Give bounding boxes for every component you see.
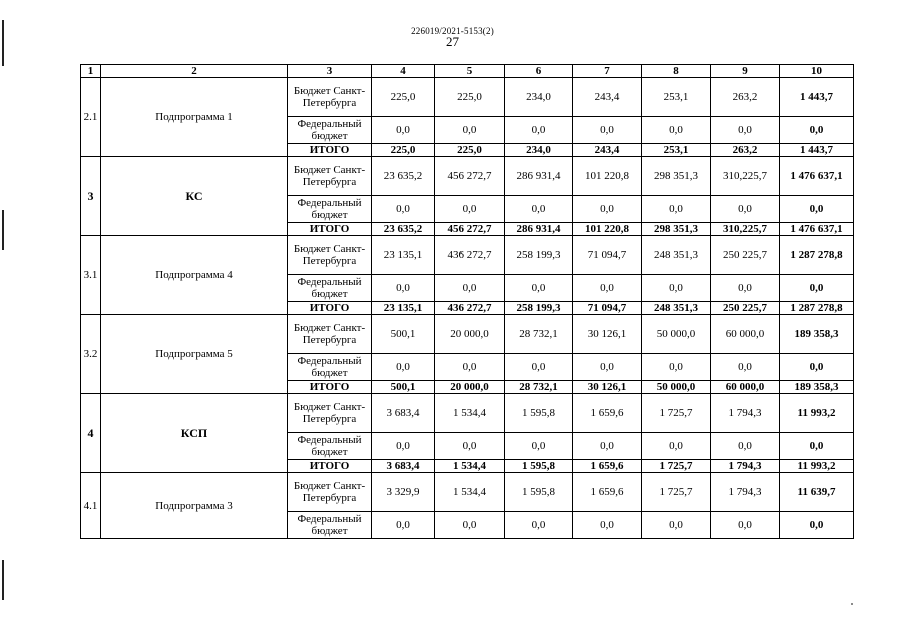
total-cell: 1 476 637,1 [780, 157, 854, 196]
funding-source: Бюджет Санкт-Петербурга [288, 78, 372, 117]
row-number: 3.1 [81, 236, 101, 315]
total-cell: 11 639,7 [780, 473, 854, 512]
total-cell: 0,0 [780, 354, 854, 381]
value-cell: 0,0 [573, 117, 642, 144]
row-number: 4.1 [81, 473, 101, 539]
value-cell: 1 595,8 [505, 460, 573, 473]
value-cell: 253,1 [642, 78, 711, 117]
total-cell: 0,0 [780, 196, 854, 223]
funding-source: Бюджет Санкт-Петербурга [288, 394, 372, 433]
value-cell: 71 094,7 [573, 302, 642, 315]
program-name: КС [101, 157, 288, 236]
value-cell: 1 534,4 [435, 394, 505, 433]
value-cell: 0,0 [642, 354, 711, 381]
funding-source: Бюджет Санкт-Петербурга [288, 473, 372, 512]
total-label: ИТОГО [288, 460, 372, 473]
funding-source: Федеральный бюджет [288, 433, 372, 460]
value-cell: 0,0 [435, 433, 505, 460]
value-cell: 0,0 [642, 512, 711, 539]
value-cell: 23 635,2 [372, 157, 435, 196]
value-cell: 456 272,7 [435, 223, 505, 236]
value-cell: 0,0 [372, 196, 435, 223]
value-cell: 0,0 [711, 275, 780, 302]
row-number: 3.2 [81, 315, 101, 394]
column-header-1: 1 [81, 65, 101, 78]
value-cell: 1 725,7 [642, 473, 711, 512]
scan-speck [851, 603, 853, 605]
value-cell: 0,0 [372, 512, 435, 539]
value-cell: 0,0 [573, 196, 642, 223]
value-cell: 50 000,0 [642, 381, 711, 394]
page-number: 27 [446, 34, 459, 49]
value-cell: 0,0 [573, 433, 642, 460]
value-cell: 0,0 [573, 354, 642, 381]
value-cell: 0,0 [505, 433, 573, 460]
total-cell: 0,0 [780, 433, 854, 460]
value-cell: 1 725,7 [642, 460, 711, 473]
value-cell: 0,0 [435, 196, 505, 223]
value-cell: 225,0 [372, 78, 435, 117]
value-cell: 0,0 [505, 512, 573, 539]
value-cell: 0,0 [642, 196, 711, 223]
value-cell: 258 199,3 [505, 236, 573, 275]
column-header-3: 3 [288, 65, 372, 78]
value-cell: 0,0 [372, 433, 435, 460]
column-header-4: 4 [372, 65, 435, 78]
value-cell: 1 595,8 [505, 473, 573, 512]
value-cell: 250 225,7 [711, 302, 780, 315]
value-cell: 0,0 [372, 354, 435, 381]
value-cell: 1 794,3 [711, 473, 780, 512]
value-cell: 225,0 [435, 78, 505, 117]
table-row [81, 315, 854, 354]
column-header-5: 5 [435, 65, 505, 78]
row-number: 2.1 [81, 78, 101, 157]
funding-source: Федеральный бюджет [288, 512, 372, 539]
value-cell: 0,0 [505, 354, 573, 381]
total-label: ИТОГО [288, 381, 372, 394]
value-cell: 500,1 [372, 381, 435, 394]
row-number: 4 [81, 394, 101, 473]
value-cell: 436 272,7 [435, 302, 505, 315]
column-header-2: 2 [101, 65, 288, 78]
funding-source: Бюджет Санкт-Петербурга [288, 315, 372, 354]
program-name: Подпрограмма 5 [101, 315, 288, 394]
total-cell: 1 443,7 [780, 144, 854, 157]
value-cell: 0,0 [505, 275, 573, 302]
value-cell: 1 659,6 [573, 473, 642, 512]
header-row [81, 65, 854, 78]
value-cell: 298 351,3 [642, 223, 711, 236]
table-row [81, 236, 854, 275]
value-cell: 28 732,1 [505, 315, 573, 354]
value-cell: 500,1 [372, 315, 435, 354]
value-cell: 28 732,1 [505, 381, 573, 394]
value-cell: 0,0 [711, 196, 780, 223]
value-cell: 0,0 [372, 275, 435, 302]
column-header-8: 8 [642, 65, 711, 78]
value-cell: 23 135,1 [372, 302, 435, 315]
value-cell: 0,0 [711, 354, 780, 381]
value-cell: 0,0 [573, 512, 642, 539]
value-cell: 225,0 [435, 144, 505, 157]
value-cell: 250 225,7 [711, 236, 780, 275]
value-cell: 263,2 [711, 144, 780, 157]
value-cell: 1 595,8 [505, 394, 573, 433]
value-cell: 253,1 [642, 144, 711, 157]
total-cell: 1 287 278,8 [780, 302, 854, 315]
funding-source: Бюджет Санкт-Петербурга [288, 236, 372, 275]
column-header-10: 10 [780, 65, 854, 78]
column-header-7: 7 [573, 65, 642, 78]
row-number: 3 [81, 157, 101, 236]
value-cell: 101 220,8 [573, 157, 642, 196]
total-label: ИТОГО [288, 223, 372, 236]
value-cell: 0,0 [372, 117, 435, 144]
program-name: КСП [101, 394, 288, 473]
value-cell: 248 351,3 [642, 302, 711, 315]
value-cell: 71 094,7 [573, 236, 642, 275]
table-row [81, 473, 854, 512]
value-cell: 101 220,8 [573, 223, 642, 236]
funding-source: Федеральный бюджет [288, 275, 372, 302]
value-cell: 263,2 [711, 78, 780, 117]
value-cell: 30 126,1 [573, 315, 642, 354]
funding-source: Федеральный бюджет [288, 196, 372, 223]
value-cell: 20 000,0 [435, 315, 505, 354]
value-cell: 0,0 [435, 117, 505, 144]
value-cell: 0,0 [642, 275, 711, 302]
value-cell: 20 000,0 [435, 381, 505, 394]
value-cell: 0,0 [505, 196, 573, 223]
funding-source: Бюджет Санкт-Петербурга [288, 157, 372, 196]
total-cell: 0,0 [780, 117, 854, 144]
value-cell: 23 635,2 [372, 223, 435, 236]
value-cell: 0,0 [435, 354, 505, 381]
value-cell: 286 931,4 [505, 223, 573, 236]
column-header-6: 6 [505, 65, 573, 78]
total-cell: 0,0 [780, 512, 854, 539]
total-label: ИТОГО [288, 302, 372, 315]
value-cell: 0,0 [642, 117, 711, 144]
value-cell: 23 135,1 [372, 236, 435, 275]
value-cell: 243,4 [573, 78, 642, 117]
program-name: Подпрограмма 4 [101, 236, 288, 315]
value-cell: 0,0 [505, 117, 573, 144]
value-cell: 0,0 [711, 433, 780, 460]
total-cell: 11 993,2 [780, 460, 854, 473]
table-row [81, 394, 854, 433]
value-cell: 234,0 [505, 78, 573, 117]
value-cell: 1 659,6 [573, 460, 642, 473]
value-cell: 0,0 [711, 117, 780, 144]
value-cell: 310,225,7 [711, 223, 780, 236]
document-id: 226019/2021-5153(2) [411, 26, 494, 36]
value-cell: 3 329,9 [372, 473, 435, 512]
column-header-9: 9 [711, 65, 780, 78]
total-label: ИТОГО [288, 144, 372, 157]
value-cell: 60 000,0 [711, 315, 780, 354]
value-cell: 298 351,3 [642, 157, 711, 196]
value-cell: 234,0 [505, 144, 573, 157]
value-cell: 436 272,7 [435, 236, 505, 275]
value-cell: 0,0 [573, 275, 642, 302]
value-cell: 1 794,3 [711, 394, 780, 433]
total-cell: 1 287 278,8 [780, 236, 854, 275]
program-name: Подпрограмма 3 [101, 473, 288, 539]
total-cell: 11 993,2 [780, 394, 854, 433]
value-cell: 60 000,0 [711, 381, 780, 394]
value-cell: 456 272,7 [435, 157, 505, 196]
value-cell: 1 534,4 [435, 473, 505, 512]
total-cell: 189 358,3 [780, 315, 854, 354]
total-cell: 1 476 637,1 [780, 223, 854, 236]
value-cell: 225,0 [372, 144, 435, 157]
value-cell: 258 199,3 [505, 302, 573, 315]
value-cell: 0,0 [711, 512, 780, 539]
value-cell: 1 725,7 [642, 394, 711, 433]
table-row [81, 157, 854, 196]
funding-source: Федеральный бюджет [288, 117, 372, 144]
value-cell: 1 534,4 [435, 460, 505, 473]
funding-source: Федеральный бюджет [288, 354, 372, 381]
value-cell: 0,0 [435, 512, 505, 539]
value-cell: 248 351,3 [642, 236, 711, 275]
value-cell: 1 794,3 [711, 460, 780, 473]
scan-edge-mark [2, 210, 4, 250]
total-cell: 189 358,3 [780, 381, 854, 394]
value-cell: 30 126,1 [573, 381, 642, 394]
value-cell: 286 931,4 [505, 157, 573, 196]
value-cell: 3 683,4 [372, 394, 435, 433]
table-row [81, 78, 854, 117]
value-cell: 310,225,7 [711, 157, 780, 196]
budget-table [80, 64, 854, 539]
total-cell: 0,0 [780, 275, 854, 302]
scan-edge-mark [2, 560, 4, 600]
value-cell: 1 659,6 [573, 394, 642, 433]
value-cell: 50 000,0 [642, 315, 711, 354]
value-cell: 243,4 [573, 144, 642, 157]
total-cell: 1 443,7 [780, 78, 854, 117]
value-cell: 3 683,4 [372, 460, 435, 473]
program-name: Подпрограмма 1 [101, 78, 288, 157]
value-cell: 0,0 [435, 275, 505, 302]
value-cell: 0,0 [642, 433, 711, 460]
